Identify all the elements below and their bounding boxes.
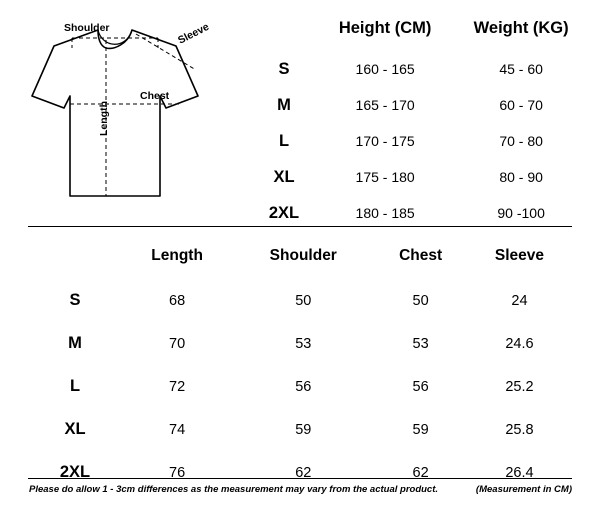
measurement-table	[28, 246, 572, 494]
diagram-label-sleeve: Sleeve	[176, 20, 212, 47]
cell-shoulder: 53	[295, 335, 312, 352]
divider-top	[28, 226, 572, 227]
table-row	[28, 408, 572, 451]
cell-shoulder: 56	[295, 378, 312, 395]
table-header-row	[250, 18, 590, 51]
cell-length: 72	[169, 378, 186, 395]
cell-size: M	[277, 95, 291, 114]
column-header-length: Length	[151, 247, 203, 264]
cell-length: 76	[169, 464, 186, 481]
cell-shoulder: 59	[295, 421, 312, 438]
cell-height: 175 - 180	[355, 169, 415, 185]
table-row	[250, 159, 590, 195]
cell-sleeve: 24	[511, 292, 528, 309]
cell-size: 2XL	[59, 463, 91, 481]
top-section	[0, 0, 600, 222]
divider-bottom	[28, 478, 572, 479]
cell-length: 74	[169, 421, 186, 438]
tshirt-diagram	[10, 8, 235, 213]
column-header-size	[28, 246, 122, 279]
cell-sleeve: 25.8	[505, 421, 534, 438]
diagram-label-shoulder: Shoulder	[64, 22, 110, 34]
table-row	[250, 87, 590, 123]
cell-shoulder: 50	[295, 292, 312, 309]
cell-chest: 62	[412, 464, 429, 481]
cell-size: M	[68, 334, 82, 352]
cell-size: S	[69, 291, 81, 309]
cell-size: XL	[273, 167, 295, 186]
cell-weight: 70 - 80	[499, 133, 543, 149]
column-header-height: Height (CM)	[338, 19, 432, 37]
cell-chest: 53	[412, 335, 429, 352]
cell-sleeve: 26.4	[505, 464, 534, 481]
cell-chest: 50	[412, 292, 429, 309]
footer-note: Please do allow 1 - 3cm differences as the measurement may vary from the actual product.	[29, 484, 439, 495]
diagram-label-length: Length	[98, 101, 110, 136]
column-header-weight: Weight (KG)	[473, 19, 569, 37]
column-header-shoulder: Shoulder	[269, 247, 337, 264]
cell-weight: 90 -100	[497, 205, 545, 221]
cell-chest: 56	[412, 378, 429, 395]
tshirt-outline-icon	[10, 8, 235, 213]
table-row	[28, 279, 572, 322]
table-row	[28, 365, 572, 408]
cell-size: L	[278, 131, 290, 150]
cell-size: XL	[64, 420, 86, 438]
diagram-label-chest: Chest	[140, 90, 170, 102]
cell-weight: 60 - 70	[499, 97, 543, 113]
cell-weight: 80 - 90	[499, 169, 543, 185]
footer-unit: (Measurement in CM)	[475, 484, 572, 495]
cell-height: 165 - 170	[355, 97, 415, 113]
table-row	[250, 123, 590, 159]
column-header-size	[250, 18, 318, 51]
cell-length: 68	[169, 292, 186, 309]
cell-chest: 59	[412, 421, 429, 438]
cell-weight: 45 - 60	[499, 61, 543, 77]
cell-height: 160 - 165	[355, 61, 415, 77]
table-header-row	[28, 246, 572, 279]
cell-sleeve: 24.6	[505, 335, 534, 352]
cell-shoulder: 62	[295, 464, 312, 481]
cell-size: L	[69, 377, 81, 395]
cell-size: S	[278, 59, 290, 78]
column-header-sleeve: Sleeve	[494, 247, 545, 264]
cell-length: 70	[169, 335, 186, 352]
table-row	[250, 51, 590, 87]
cell-height: 180 - 185	[355, 205, 415, 221]
column-header-chest: Chest	[399, 247, 443, 264]
cell-size: 2XL	[268, 203, 300, 222]
cell-sleeve: 25.2	[505, 378, 534, 395]
table-row	[28, 322, 572, 365]
height-weight-table	[250, 18, 590, 231]
cell-height: 170 - 175	[355, 133, 415, 149]
